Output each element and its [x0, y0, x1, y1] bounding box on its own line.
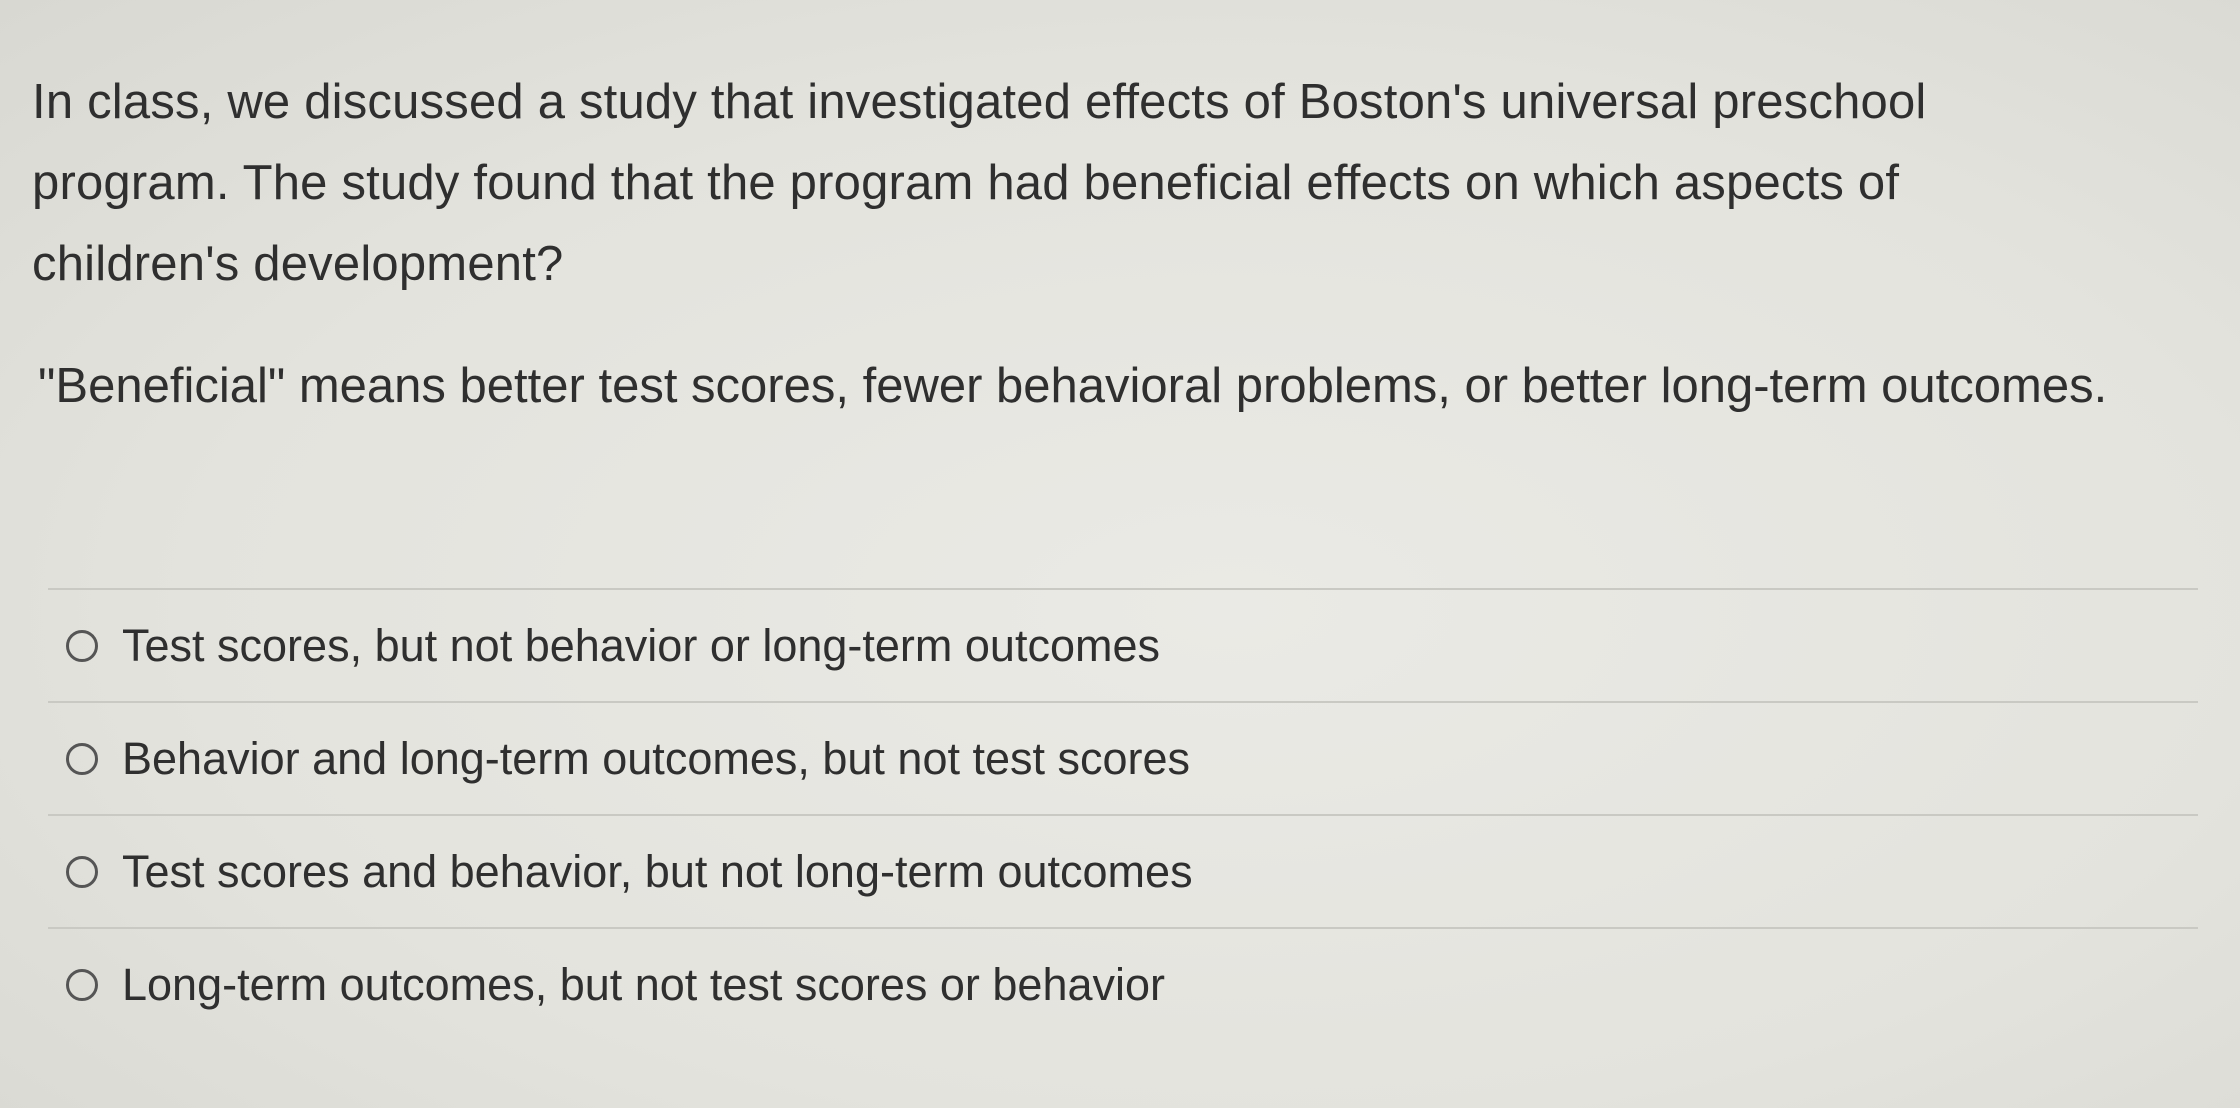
- answer-option-label: Test scores, but not behavior or long-term outcomes: [122, 619, 1160, 671]
- radio-button-icon[interactable]: [66, 856, 98, 888]
- radio-button-icon[interactable]: [66, 743, 98, 775]
- question-text: In class, we discussed a study that investigated effects of Boston's universal preschool program. The study found that the program had beneficial effects on which aspects of children's development?: [32, 75, 1927, 291]
- radio-button-icon[interactable]: [66, 969, 98, 1001]
- answer-option-4[interactable]: [48, 929, 2198, 1040]
- answer-option-1[interactable]: [48, 590, 2198, 701]
- question-note: "Beneficial" means better test scores, fewer behavioral problems, or better long-term outcomes.: [38, 359, 2108, 413]
- radio-button-icon[interactable]: [66, 630, 98, 662]
- answer-option-label: Behavior and long-term outcomes, but not test scores: [122, 732, 1191, 784]
- answer-option-3[interactable]: [48, 816, 2198, 927]
- answer-option-label: Test scores and behavior, but not long-term outcomes: [122, 845, 1193, 897]
- answer-options: [48, 588, 2198, 1040]
- answer-option-2[interactable]: [48, 703, 2198, 814]
- answer-option-label: Long-term outcomes, but not test scores or behavior: [122, 958, 1166, 1010]
